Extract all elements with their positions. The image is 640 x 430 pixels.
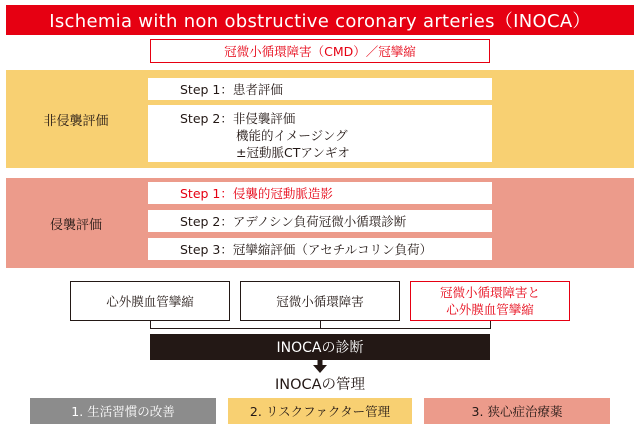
outcome-cmd-and-spasm-line2: 心外膜血管攣縮 [446,302,534,317]
subtitle-box: 冠微小循環障害（CMD）／冠攣縮 [150,39,490,63]
outcome-cmd-and-spasm-line1: 冠微小循環障害と [439,285,540,300]
invasive-step3: Step 3：冠攣縮評価（アセチルコリン負荷） [148,238,492,260]
noninvasive-step1: Step 1：患者評価 [148,78,492,100]
noninvasive-step2-line1: Step 2：非侵襲評価 [180,111,296,126]
inoca-diagnosis-box: INOCAの診断 [150,334,490,360]
invasive-label: 侵襲評価 [49,217,102,233]
outcome-cmd: 冠微小循環障害 [240,281,400,321]
noninvasive-label: 非侵襲評価 [43,113,109,129]
outcome-cmd-and-spasm [410,281,570,321]
inoca-management-title: INOCAの管理 [274,376,366,393]
diagram-title: Ischemia with non obstructive coronary arteries（INOCA） [6,5,634,35]
noninvasive-step2 [148,105,492,162]
connector-horizontal [150,328,491,329]
noninvasive-step2-line3: ±冠動脈CTアンギオ [236,145,350,160]
management-item-lifestyle: 1. 生活習慣の改善 [30,398,216,424]
invasive-step1: Step 1：侵襲的冠動脈造影 [148,182,492,204]
noninvasive-step2-line2: 機能的イメージング [236,128,348,143]
management-item-risk-factors: 2. リスクファクター管理 [228,398,412,424]
invasive-step2: Step 2：アデノシン負荷冠微小循環診断 [148,210,492,232]
management-item-antianginal: 3. 狭心症治療薬 [424,398,610,424]
outcome-epicardial-spasm: 心外膜血管攣縮 [70,281,230,321]
